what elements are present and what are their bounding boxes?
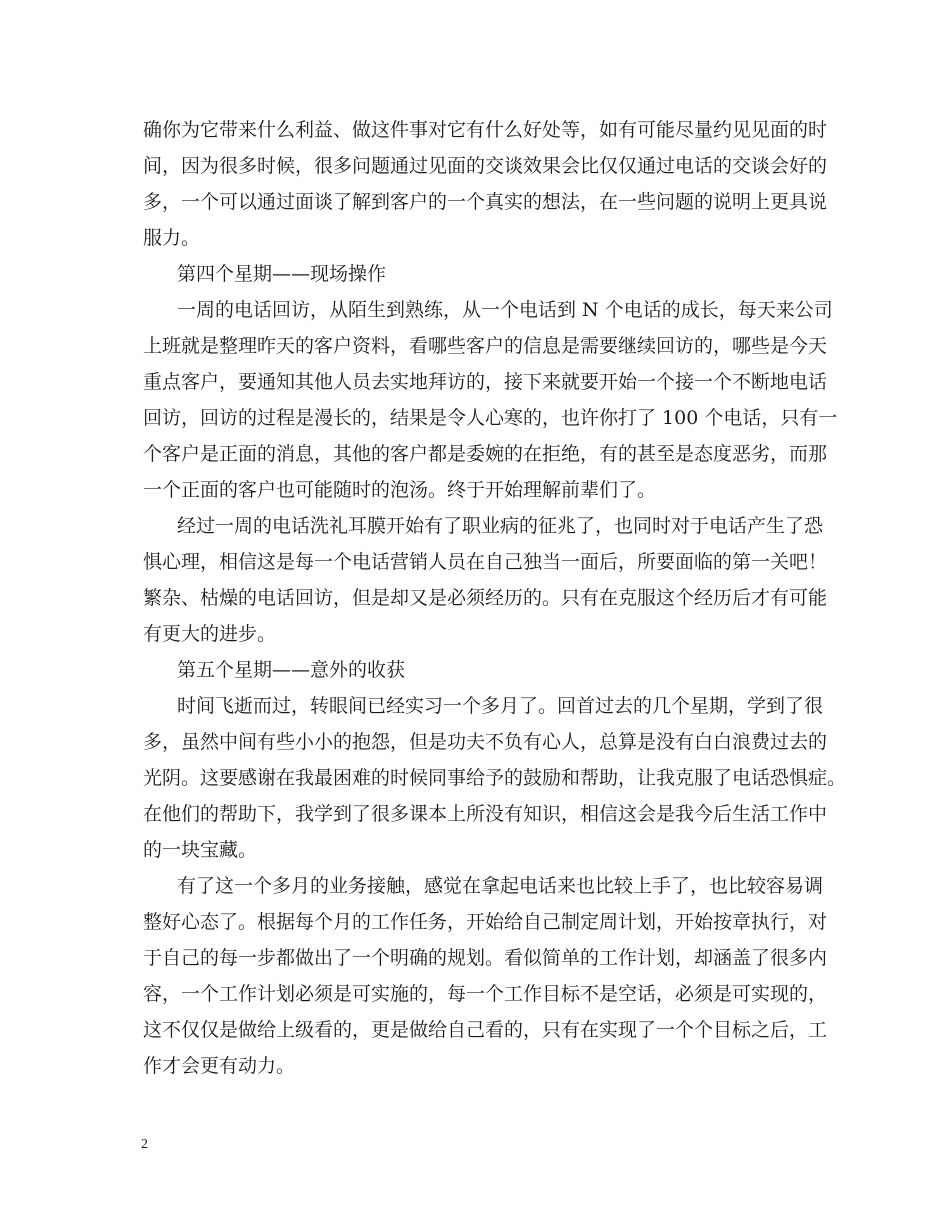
text-line: 于自己的每一步都做出了一个明确的规划。看似简单的工作计划，却涵盖了很多内 [143,947,828,969]
text-line: 惧心理，相信这是每一个电话营销人员在自己独当一面后，所要面临的第一关吧！ [143,551,828,573]
text-line: 在他们的帮助下，我学到了很多课本上所没有知识，相信这会是我今后生活工作中 [143,803,828,825]
text-line: 确你为它带来什么利益、做这件事对它有什么好处等，如有可能尽量约见见面的时 [143,119,828,141]
text-line: 多，虽然中间有些小小的抱怨，但是功夫不负有心人，总算是没有白白浪费过去的 [143,731,828,753]
text-line: 一周的电话回访，从陌生到熟练，从一个电话到 N 个电话的成长，每天来公司 [177,299,833,321]
text-line: 容，一个工作计划必须是可实施的，每一个工作目标不是空话，必须是可实现的， [143,983,828,1005]
text-line: 时间飞逝而过，转眼间已经实习一个多月了。回首过去的几个星期，学到了很 [177,695,824,717]
text-line: 有了这一个多月的业务接触，感觉在拿起电话来也比较上手了，也比较容易调 [177,875,824,897]
text-line: 多，一个可以通过面谈了解到客户的一个真实的想法，在一些问题的说明上更具说 [143,191,828,213]
text-line: 个客户是正面的消息，其他的客户都是委婉的在拒绝，有的甚至是态度恶劣，而那 [143,443,828,465]
text-line: 重点客户，要通知其他人员去实地拜访的，接下来就要开始一个接一个不断地电话 [143,371,828,393]
text-line: 上班就是整理昨天的客户资料，看哪些客户的信息是需要继续回访的，哪些是今天 [143,335,828,357]
text-line: 繁杂、枯燥的电话回访，但是却又是必须经历的。只有在克服这个经历后才有可能 [143,587,828,609]
text-line: 间，因为很多时候，很多问题通过见面的交谈效果会比仅仅通过电话的交谈会好的 [143,155,828,177]
text-line: 光阴。这要感谢在我最困难的时候同事给予的鼓励和帮助，让我克服了电话恐惧症。 [143,767,847,789]
text-line: 整好心态了。根据每个月的工作任务，开始给自己制定周计划，开始按章执行，对 [143,911,828,933]
text-line: 服力。 [143,227,201,249]
text-line: 一个正面的客户也可能随时的泡汤。终于开始理解前辈们了。 [143,479,657,501]
text-line: 有更大的进步。 [143,623,277,645]
section-heading: 第五个星期——意外的收获 [177,659,406,681]
section-heading: 第四个星期——现场操作 [177,263,387,285]
text-line: 经过一周的电话洗礼耳膜开始有了职业病的征兆了，也同时对于电话产生了恐 [177,515,824,537]
document-body [143,112,847,1084]
text-line: 的一块宝藏。 [143,839,258,861]
text-line: 作才会更有动力。 [143,1055,296,1077]
text-line: 回访，回访的过程是漫长的，结果是令人心寒的，也许你打了 100 个电话，只有一 [143,407,838,429]
text-line: 这不仅仅是做给上级看的，更是做给自己看的，只有在实现了一个个目标之后，工 [143,1019,828,1041]
page-number: 2 [141,1137,148,1152]
